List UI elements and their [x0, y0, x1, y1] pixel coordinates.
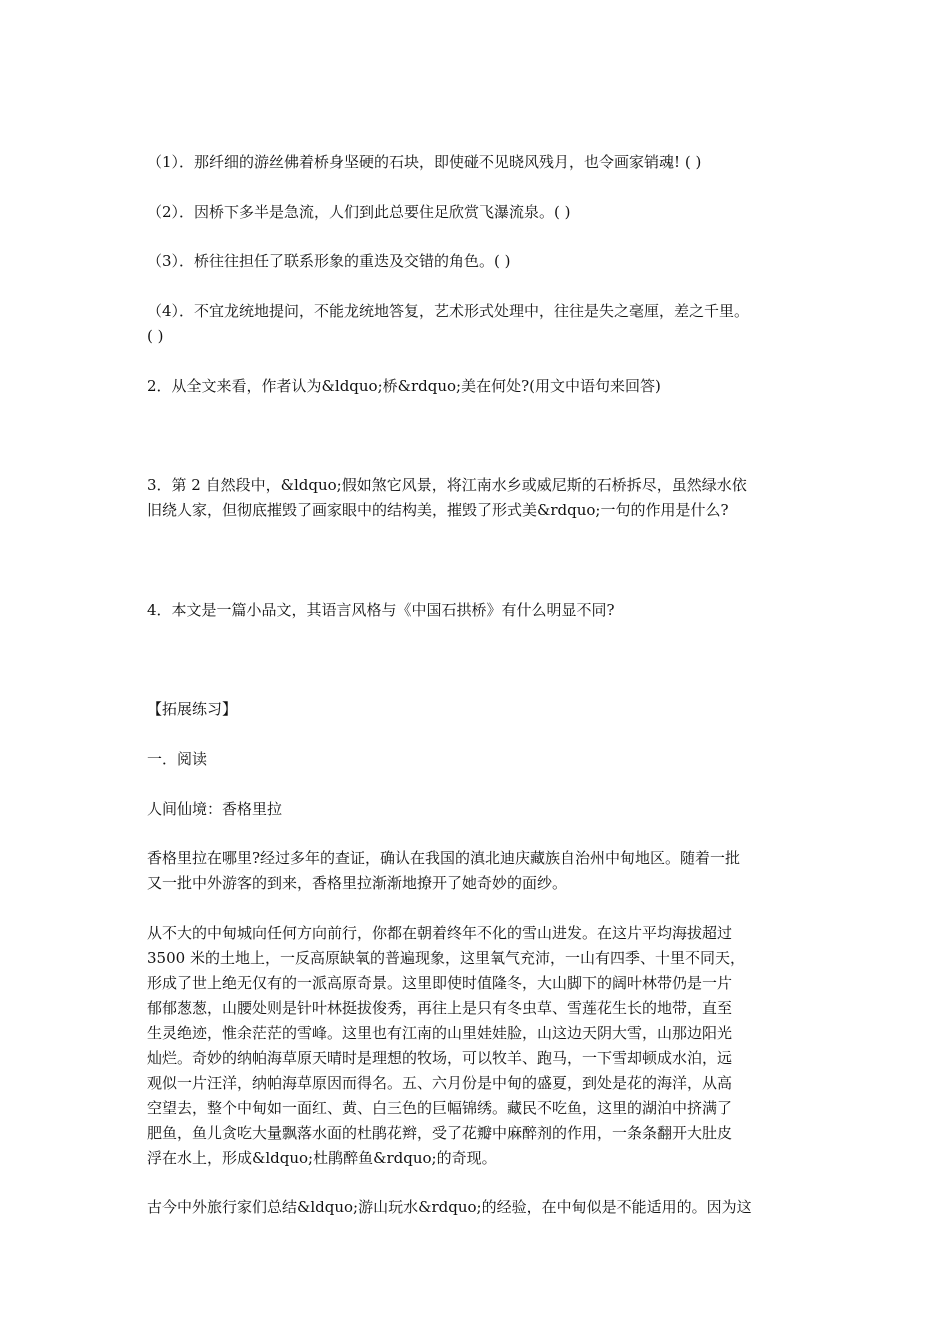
subsection-heading: 一．阅读 [147, 750, 208, 768]
question-4: 4．本文是一篇小品文，其语言风格与《中国石拱桥》有什么明显不同? [147, 601, 615, 619]
paragraph-2-line-3: 形成了世上绝无仅有的一派高原奇景。这里即使时值隆冬，大山脚下的阔叶林带仍是一片 [147, 974, 733, 992]
paragraph-2-line-4: 郁郁葱葱，山腰处则是针叶林挺拔俊秀，再往上是只有冬虫草、雪莲花生长的地带，直至 [147, 999, 733, 1017]
paragraph-1-line-2: 又一批中外游客的到来，香格里拉渐渐地撩开了她奇妙的面纱。 [147, 874, 568, 892]
question-1-4: （4）．不宜龙统地提问，不能龙统地答复，艺术形式处理中，往往是失之毫厘，差之千里。 [147, 302, 750, 320]
paragraph-2-line-5: 生灵绝迹，惟余茫茫的雪峰。这里也有江南的山里娃娃脸，山这边天阴大雪，山那边阳光 [147, 1024, 733, 1042]
question-1-2: （2）．因桥下多半是急流，人们到此总要住足欣赏飞瀑流泉。( ) [147, 203, 571, 221]
paragraph-2-line-10: 浮在水上，形成&ldquo;杜鹃醉鱼&rdquo;的奇现。 [147, 1149, 497, 1167]
paragraph-3-line-1: 古今中外旅行家们总结&ldquo;游山玩水&rdquo;的经验，在中甸似是不能适用的。因为这 [147, 1198, 752, 1216]
paragraph-2-line-6: 灿烂。奇妙的纳帕海草原天晴时是理想的牧场，可以牧羊、跑马，一下雪却顿成水泊，远 [147, 1049, 733, 1067]
question-1-1: （1）．那纤细的游丝佛着桥身坚硬的石块，即使碰不见晓风残月，也令画家销魂! ( ) [147, 153, 702, 171]
article-title: 人间仙境：香格里拉 [147, 800, 283, 818]
question-3-line-2: 旧绕人家，但彻底摧毁了画家眼中的结构美，摧毁了形式美&rdquo;一句的作用是什么? [147, 501, 729, 519]
question-3-line-1: 3．第 2 自然段中，&ldquo;假如煞它风景，将江南水乡或威尼斯的石桥拆尽，虽然绿水依 [147, 476, 747, 494]
question-2: 2．从全文来看，作者认为&ldquo;桥&rdquo;美在何处?(用文中语句来回答) [147, 377, 661, 395]
section-heading: 【拓展练习】 [147, 700, 238, 718]
paragraph-2-line-8: 空望去，整个中甸如一面红、黄、白三色的巨幅锦绣。藏民不吃鱼，这里的湖泊中挤满了 [147, 1099, 733, 1117]
question-1-4-blank: ( ) [147, 327, 164, 345]
paragraph-2-line-9: 肥鱼，鱼儿贪吃大量飘落水面的杜鹃花辫，受了花瓣中麻醉剂的作用，一条条翻开大肚皮 [147, 1124, 733, 1142]
paragraph-1-line-1: 香格里拉在哪里?经过多年的查证，确认在我国的滇北迪庆藏族自治州中甸地区。随着一批 [147, 849, 741, 867]
paragraph-2-line-1: 从不大的中甸城向任何方向前行，你都在朝着终年不化的雪山进发。在这片平均海拔超过 [147, 924, 733, 942]
paragraph-2-line-2: 3500 米的土地上，一反高原缺氧的普遍现象，这里氧气充沛，一山有四季、十里不同天， [147, 949, 745, 967]
question-1-3: （3）．桥往往担任了联系形象的重迭及交错的角色。( ) [147, 252, 511, 270]
paragraph-2-line-7: 观似一片汪洋，纳帕海草原因而得名。五、六月份是中甸的盛夏，到处是花的海洋，从高 [147, 1074, 733, 1092]
